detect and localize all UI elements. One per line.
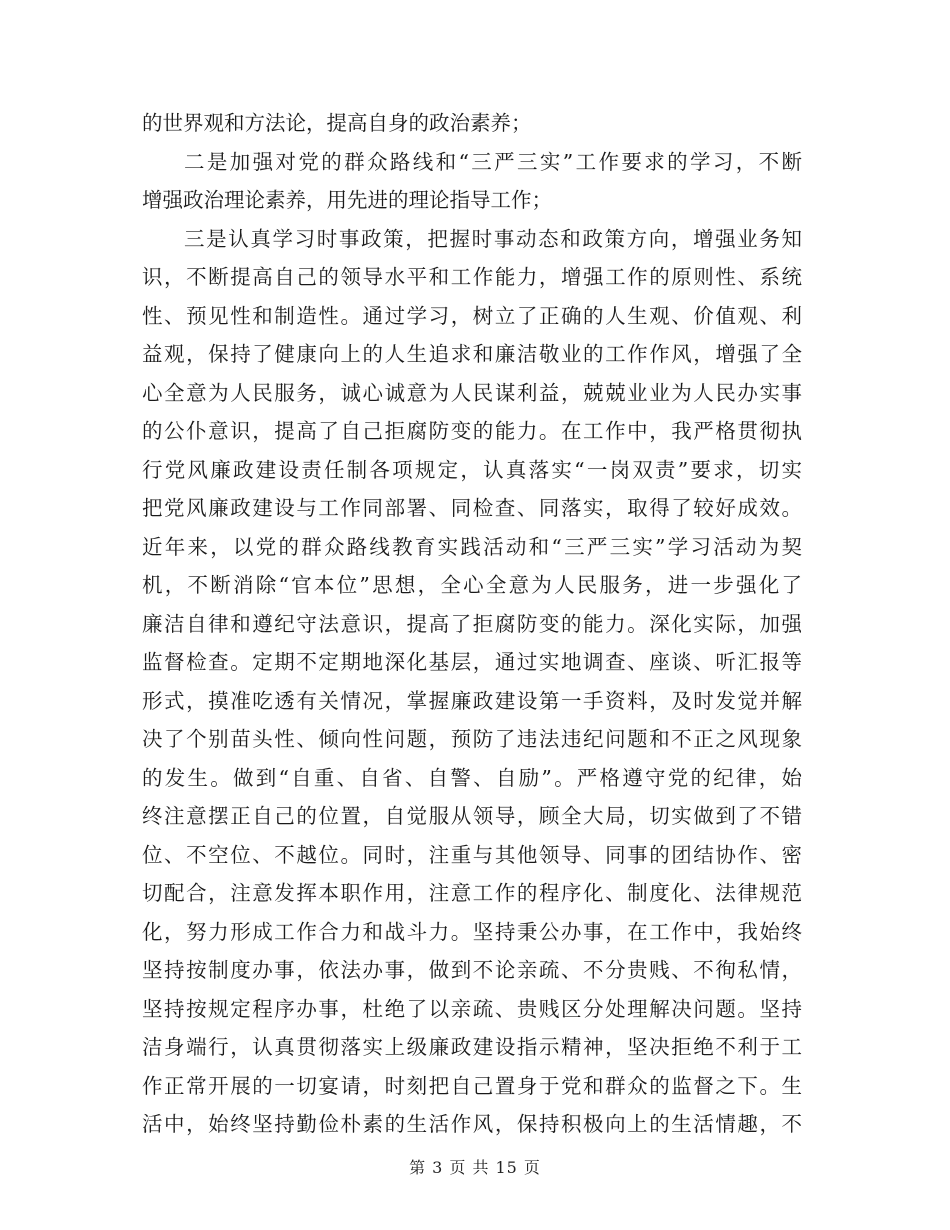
text-line: 性、预见性和制造性。通过学习，树立了正确的人生观、价值观、利	[142, 303, 802, 328]
footer-total-pages: 15	[495, 1158, 518, 1177]
body-text	[142, 104, 802, 1144]
text-line: 益观，保持了健康向上的人生追求和廉洁敬业的工作作风，增强了全	[142, 342, 802, 366]
text-line: 二是加强对党的群众路线和“三严三实”工作要求的学习，不断	[184, 149, 802, 174]
footer-prefix: 第	[409, 1158, 427, 1177]
text-line: 增强政治理论素养，用先进的理论指导工作；	[142, 188, 552, 212]
text-line: 切配合，注意发挥本职作用，注意工作的程序化、制度化、法律规范	[142, 881, 802, 905]
text-line: 的发生。做到“自重、自省、自警、自励”。严格遵守党的纪律，始	[142, 765, 802, 790]
text-line: 坚持按制度办事，依法办事，做到不论亲疏、不分贵贱、不徇私情，	[142, 958, 802, 982]
footer-middle: 页 共	[449, 1158, 490, 1177]
text-line: 监督检查。定期不定期地深化基层，通过实地调查、座谈、听汇报等	[142, 650, 802, 674]
text-line: 形式，摸准吃透有关情况，掌握廉政建设第一手资料，及时发觉并解	[142, 688, 802, 713]
text-line: 近年来，以党的群众路线教育实践活动和“三严三实”学习活动为契	[142, 534, 802, 559]
text-line: 三是认真学习时事政策，把握时事动态和政策方向，增强业务知	[184, 226, 802, 251]
text-line: 坚持按规定程序办事，杜绝了以亲疏、贵贱区分处理解决问题。坚持	[142, 996, 802, 1021]
text-line: 决了个别苗头性、倾向性问题，预防了违法违纪问题和不正之风现象	[142, 727, 802, 751]
text-line: 活中，始终坚持勤俭朴素的生活作风，保持积极向上的生活情趣，不	[142, 1112, 802, 1136]
text-line: 机，不断消除“官本位”思想，全心全意为人民服务，进一步强化了	[142, 573, 802, 597]
page-footer	[0, 1155, 950, 1178]
text-line: 的公仆意识，提高了自己拒腐防变的能力。在工作中，我严格贯彻执	[142, 419, 802, 443]
text-line: 行党风廉政建设责任制各项规定，认真落实“一岗双责”要求，切实	[142, 457, 802, 482]
text-line: 位、不空位、不越位。同时，注重与其他领导、同事的团结协作、密	[142, 842, 802, 867]
text-line: 识，不断提高自己的领导水平和工作能力，增强工作的原则性、系统	[142, 265, 802, 289]
text-line: 把党风廉政建设与工作同部署、同检查、同落实，取得了较好成效。	[142, 496, 802, 520]
text-line: 心全意为人民服务，诚心诚意为人民谋利益，兢兢业业为人民办实事	[142, 380, 802, 405]
text-line: 洁身端行，认真贯彻落实上级廉政建设指示精神，坚决拒绝不利于工	[142, 1035, 802, 1059]
text-line: 的世界观和方法论，提高自身的政治素养；	[142, 111, 532, 135]
text-line: 廉洁自律和遵纪守法意识，提高了拒腐防变的能力。深化实际，加强	[142, 611, 802, 636]
footer-suffix: 页	[523, 1158, 541, 1177]
text-line: 终注意摆正自己的位置，自觉服从领导，顾全大局，切实做到了不错	[142, 804, 802, 828]
footer-page-number: 3	[432, 1158, 444, 1177]
text-line: 作正常开展的一切宴请，时刻把自己置身于党和群众的监督之下。生	[142, 1073, 802, 1098]
text-line: 化，努力形成工作合力和战斗力。坚持秉公办事，在工作中，我始终	[142, 919, 802, 944]
